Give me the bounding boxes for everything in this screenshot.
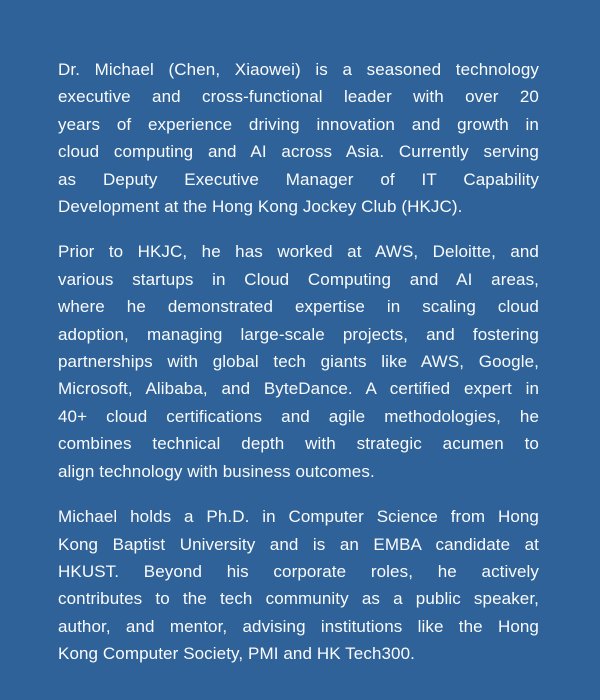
- bio-line: Kong Computer Society, PMI and HK Tech300.: [58, 644, 415, 664]
- bio-line: combines technical depth with strategic acumen to: [58, 434, 539, 454]
- bio-line: author, and mentor, advising institutions like the Hong: [58, 616, 539, 636]
- bio-line: Kong Baptist University and is an EMBA candidate at: [58, 534, 539, 554]
- bio-paragraph-education: [58, 503, 539, 667]
- bio-line: years of experience driving innovation and growth in: [58, 114, 539, 134]
- bio-line: align technology with business outcomes.: [58, 461, 375, 481]
- bio-line: executive and cross-functional leader with over 20: [58, 87, 539, 107]
- bio-line: Prior to HKJC, he has worked at AWS, Deloitte, and: [58, 242, 539, 262]
- bio-paragraph-experience: [58, 238, 539, 485]
- bio-line: Development at the Hong Kong Jockey Club (HKJC).: [58, 197, 463, 217]
- bio-line: Microsoft, Alibaba, and ByteDance. A certified expert in: [58, 379, 539, 399]
- bio-line: cloud computing and AI across Asia. Currently serving: [58, 142, 539, 162]
- bio-line: Dr. Michael (Chen, Xiaowei) is a seasoned technology: [58, 60, 539, 79]
- bio-line: HKUST. Beyond his corporate roles, he actively: [58, 561, 539, 581]
- bio-paragraph-intro: [58, 56, 539, 220]
- bio-line: adoption, managing large-scale projects, and fostering: [58, 324, 539, 344]
- bio-line: various startups in Cloud Computing and AI areas,: [58, 269, 539, 289]
- bio-line: partnerships with global tech giants like AWS, Google,: [58, 352, 539, 372]
- bio-line: as Deputy Executive Manager of IT Capability: [58, 169, 539, 189]
- bio-line: Michael holds a Ph.D. in Computer Science from Hong: [58, 507, 539, 527]
- bio-line: where he demonstrated expertise in scaling cloud: [58, 297, 539, 317]
- bio-line: contributes to the tech community as a public speaker,: [58, 589, 539, 609]
- bio-line: 40+ cloud certifications and agile methodologies, he: [58, 406, 539, 426]
